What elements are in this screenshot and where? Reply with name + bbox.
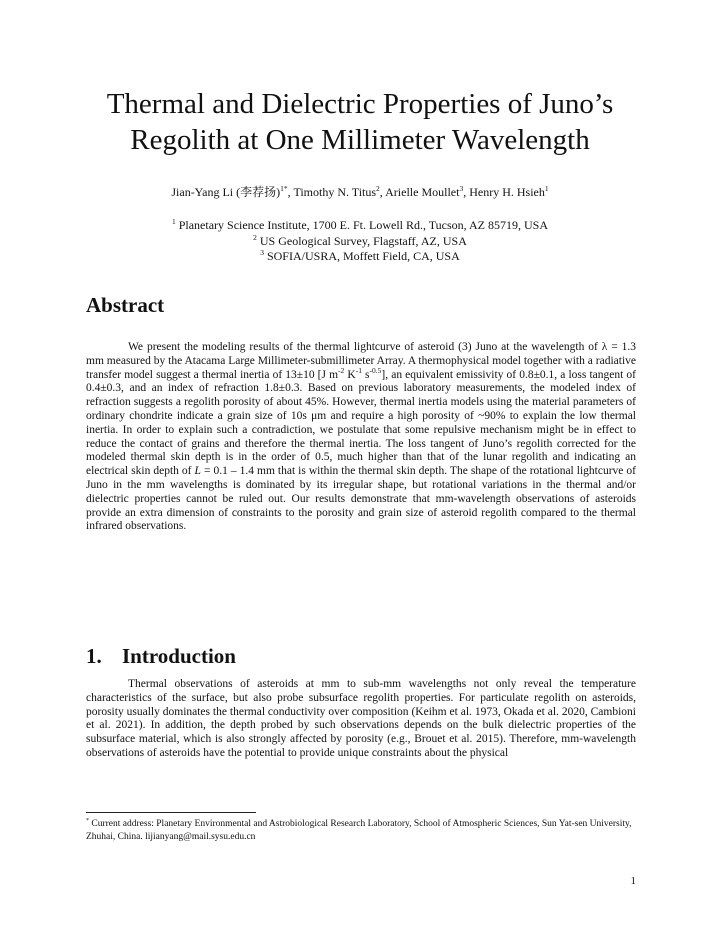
author-separator: , bbox=[287, 185, 294, 199]
author-name: Timothy N. Titus bbox=[293, 185, 377, 199]
footnote-mark: * bbox=[86, 817, 89, 824]
unit-exponent: -2 bbox=[338, 365, 345, 375]
affiliation bbox=[60, 234, 660, 250]
affiliation-text: Planetary Science Institute, 1700 E. Ft. Lowell Rd., Tucson, AZ 85719, USA bbox=[175, 218, 549, 232]
author-list bbox=[60, 184, 660, 200]
author-affil-mark: 3 bbox=[459, 184, 464, 193]
author-affil-mark: 2 bbox=[376, 184, 380, 193]
author-name: Henry H. Hsieh bbox=[469, 185, 545, 199]
footnote bbox=[86, 818, 636, 843]
affiliation-text: US Geological Survey, Flagstaff, AZ, USA bbox=[256, 233, 467, 248]
affiliation-text: SOFIA/USRA, Moffett Field, CA, USA bbox=[263, 249, 460, 263]
author-name: Arielle Moullet bbox=[385, 185, 460, 199]
abstract-heading: Abstract bbox=[86, 293, 165, 317]
author-separator: , bbox=[379, 185, 386, 199]
abstract-text: ], an equivalent emissivity of 0.8±0.1, a loss tangent of 0.4±0.3, and an index of refraction 1.8±0.3. Based on previous laboratory measurements, the modeled index of refraction suggests a regolith porosity of about 45%. However, thermal inertia models using the material parameters of ordinary chondrite indicate a grain size of 10s μm and require a high porosity of ~90% to explain the low thermal inertia. In order to explain such a contradiction, we postulate that some repulsive mechanism might be in effect to reduce the contact of grains and therefore the thermal inertia. The loss tangent of Juno’s regolith corrected for the modeled thermal skin depth is in the order of 0.5, much higher than that of the lunar regolith and indicating an electrical skin depth of bbox=[86, 368, 637, 478]
affiliation-mark: 1 bbox=[171, 217, 176, 226]
abstract-text: We present the modeling results of the thermal lightcurve of asteroid (3) Juno at the wavelength of λ = 1.3 mm measured by the Atacama Large Millimeter-submillimeter Array. A thermophysical model together with a radiative transfer model suggest a thermal inertia of 13±10 [J m bbox=[86, 341, 636, 381]
section-title: Introduction bbox=[122, 644, 236, 668]
affiliation-list bbox=[60, 218, 660, 265]
unit-text: K bbox=[344, 368, 356, 381]
affiliation-mark: 3 bbox=[260, 248, 264, 257]
paper-title bbox=[70, 86, 650, 158]
affiliation bbox=[60, 218, 660, 234]
section-heading-introduction bbox=[86, 643, 236, 669]
unit-exponent: -1 bbox=[355, 365, 362, 375]
abstract-text: = 0.1 – 1.4 mm that is within the thermal skin depth. The shape of the rotational lightcurve of Juno in the mm wavelengths is dominated by its irregular shape, but rotational variations in the thermal and/or dielectric properties cannot be ruled out. Our results demonstrate that mm-wavelength observations of asteroids provide an extra dimension of constraints to the porosity and grain size of asteroid regolith compared to the thermal infrared observations. bbox=[86, 465, 636, 533]
abstract-body bbox=[86, 341, 636, 534]
page-number: 1 bbox=[630, 875, 636, 887]
author-affil-mark: 1 bbox=[544, 184, 549, 193]
author-affil-mark: 1* bbox=[280, 184, 288, 193]
title-line-1: Thermal and Dielectric Properties of Juno’s bbox=[106, 88, 614, 120]
unit-text: s bbox=[361, 368, 370, 381]
title-line-2: Regolith at One Millimeter Wavelength bbox=[130, 124, 590, 156]
section-number: 1. bbox=[86, 644, 102, 668]
skin-depth-symbol: L bbox=[194, 465, 201, 478]
footnote-rule bbox=[86, 812, 256, 813]
introduction-body: Thermal observations of asteroids at mm to sub-mm wavelengths not only reveal the temperature characteristics of the surface, but also probe subsurface regolith properties. For particulate regolith on asteroids, porosity usually dominates the thermal conductivity over composition (Keihm et al. 1973, Okada et al. 2020, Cambioni et al. 2021). In addition, the depth probed by such observations depends on the bulk dielectric properties of the subsurface material, which is also strongly affected by porosity (e.g., Brouet et al. 2015). Therefore, mm-wavelength observations of asteroids have the potential to provide unique constraints about the physical bbox=[86, 678, 636, 759]
author-separator: , bbox=[463, 185, 470, 199]
unit-exponent: -0.5 bbox=[369, 365, 382, 375]
affiliation bbox=[60, 249, 660, 265]
footnote-text: Current address: Planetary Environmental and Astrobiological Research Laboratory, School of Atmospheric Sciences, Sun Yat-sen University, Zhuhai, China. lijianyang@mail.sysu.edu.cn bbox=[86, 819, 632, 842]
author-name: Jian-Yang Li (李荐扬) bbox=[171, 185, 281, 199]
affiliation-mark: 2 bbox=[253, 232, 257, 242]
